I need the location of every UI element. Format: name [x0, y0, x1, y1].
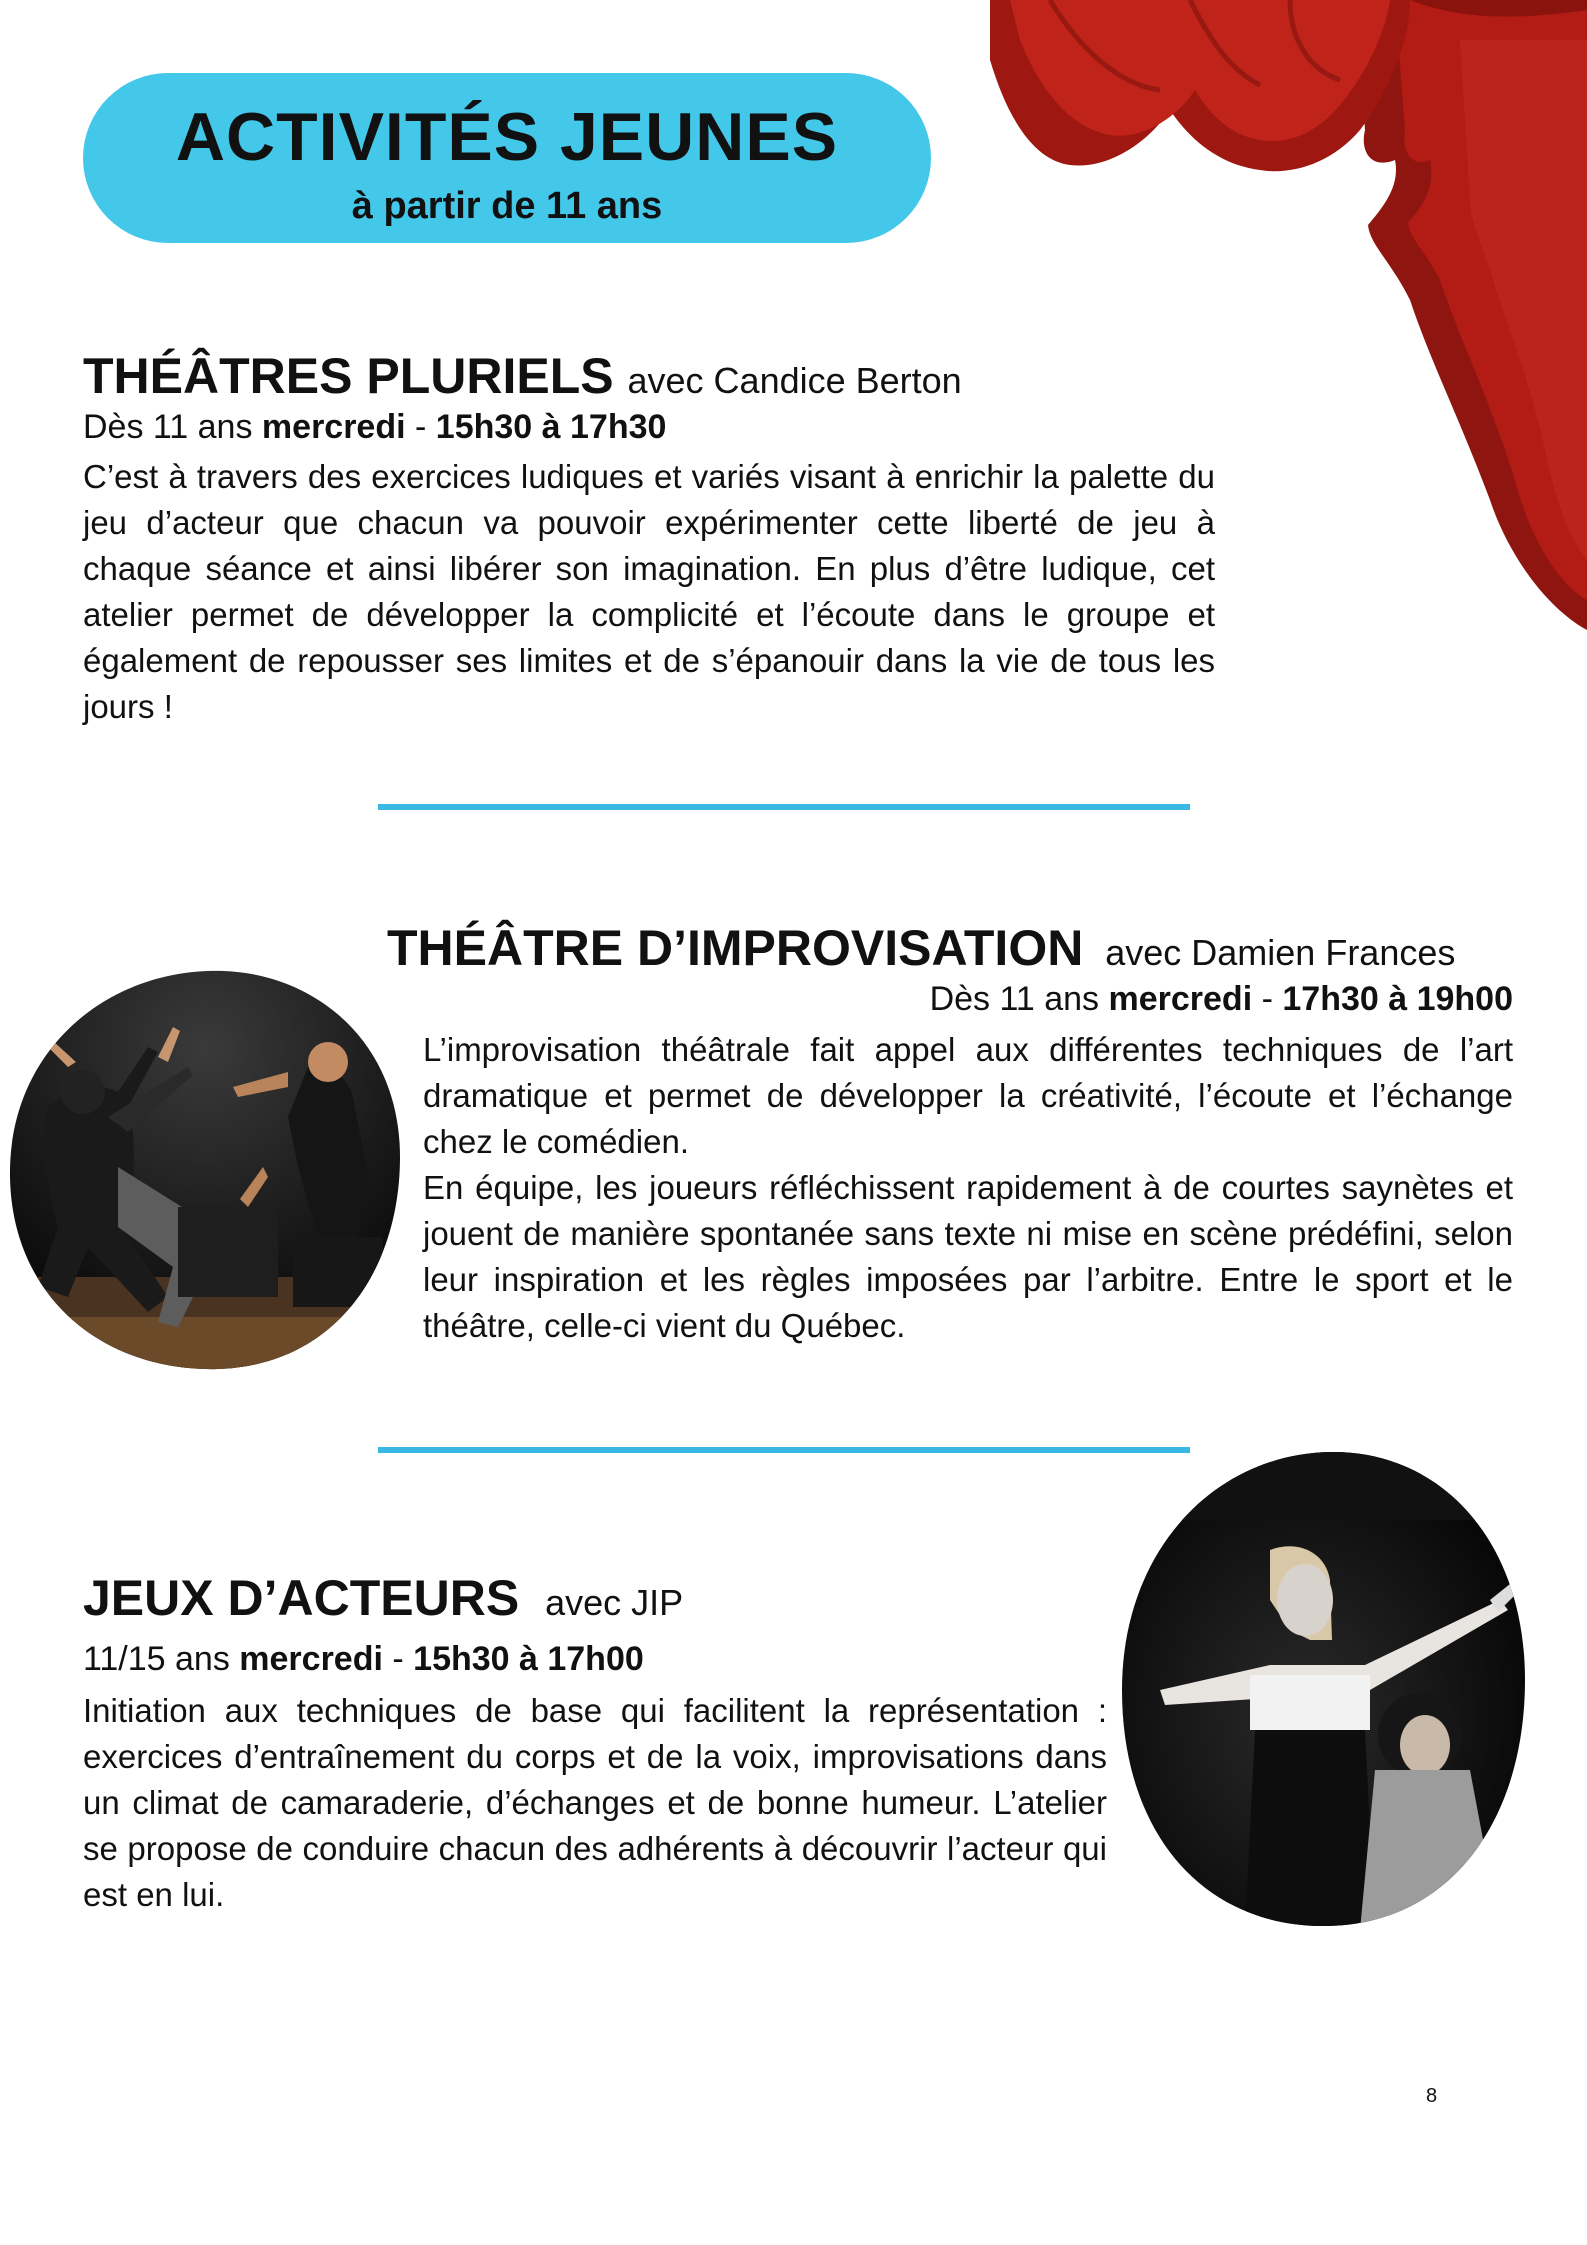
divider-1	[378, 804, 1190, 810]
page-number: 8	[1426, 2085, 1438, 2107]
section-2-description	[423, 1027, 1513, 1349]
divider-2	[378, 1447, 1190, 1453]
section-2-paragraph: En équipe, les joueurs réfléchissent rapidement à de courtes saynètes et jouent de manière spontanée sans texte ni mise en scène prédéfini, selon leur inspiration et les règles imposées par l’arbitre. Entre le sport et le théâtre, celle-ci vient du Québec.	[423, 1169, 1513, 1344]
section-3-heading	[83, 1570, 684, 1626]
section-1-paragraph: C’est à travers des exercices ludiques et variés visant à enrichir la palette du jeu d’acteur que chacun va pouvoir expérimenter cette liberté de jeu à chaque séance et ainsi libérer son imagination. En plus d’être ludique, cet atelier permet de développer la complicité et l’écoute dans le groupe et également de repousser ses limites et de s’épanouir dans la vie de tous les jours !	[83, 458, 1215, 725]
section-2-paragraph: L’improvisation théâtrale fait appel aux différentes techniques de l’art dramatique et permet de développer la créativité, l’écoute et l’échange chez le comédien.	[423, 1031, 1513, 1160]
section-1-schedule	[83, 410, 666, 444]
section-1-instructor: avec Candice Berton	[627, 360, 962, 401]
banner-subtitle: à partir de 11 ans	[351, 185, 663, 227]
section-2-title: THÉÂTRE D’IMPROVISATION	[387, 920, 1084, 976]
section-1-sep: -	[415, 408, 427, 446]
section-1-description	[83, 454, 1215, 730]
section-3-title: JEUX D’ACTEURS	[83, 1570, 520, 1626]
section-3-schedule	[83, 1642, 644, 1676]
section-3-sep: -	[392, 1640, 404, 1678]
section-3-paragraph: Initiation aux techniques de base qui facilitent la représentation : exercices d’entraînement du corps et de la voix, improvisations dans un climat de camaraderie, d’échanges et de bonne humeur. L’atelier se propose de conduire chacun des adhérents à découvrir l’acteur qui est en lui.	[83, 1692, 1107, 1913]
header-banner	[83, 73, 931, 243]
section-1-time: 15h30 à 17h30	[435, 408, 667, 446]
section-1-heading	[83, 348, 962, 404]
section-3-description	[83, 1688, 1107, 1918]
section-1-day: mercredi	[261, 408, 406, 446]
section-1-title: THÉÂTRES PLURIELS	[83, 348, 614, 404]
section-3-age: 11/15 ans	[83, 1640, 230, 1678]
section-3-day: mercredi	[239, 1640, 383, 1678]
section-2-instructor: avec Damien Frances	[1105, 932, 1456, 973]
section-3-instructor: avec JIP	[545, 1582, 684, 1623]
section-3-time: 15h30 à 17h00	[413, 1640, 644, 1678]
improvisation-photo	[8, 967, 403, 1372]
actors-photo	[1120, 1450, 1530, 1930]
banner-title: ACTIVITÉS JEUNES	[175, 99, 839, 175]
section-2-heading	[387, 920, 1456, 976]
section-2-day: mercredi	[1108, 980, 1253, 1018]
section-2-time: 17h30 à 19h00	[1282, 980, 1513, 1018]
section-1-age: Dès 11 ans	[83, 408, 253, 446]
section-2-sep: -	[1261, 980, 1273, 1018]
section-2-age: Dès 11 ans	[929, 980, 1100, 1018]
section-2-schedule	[930, 982, 1513, 1016]
